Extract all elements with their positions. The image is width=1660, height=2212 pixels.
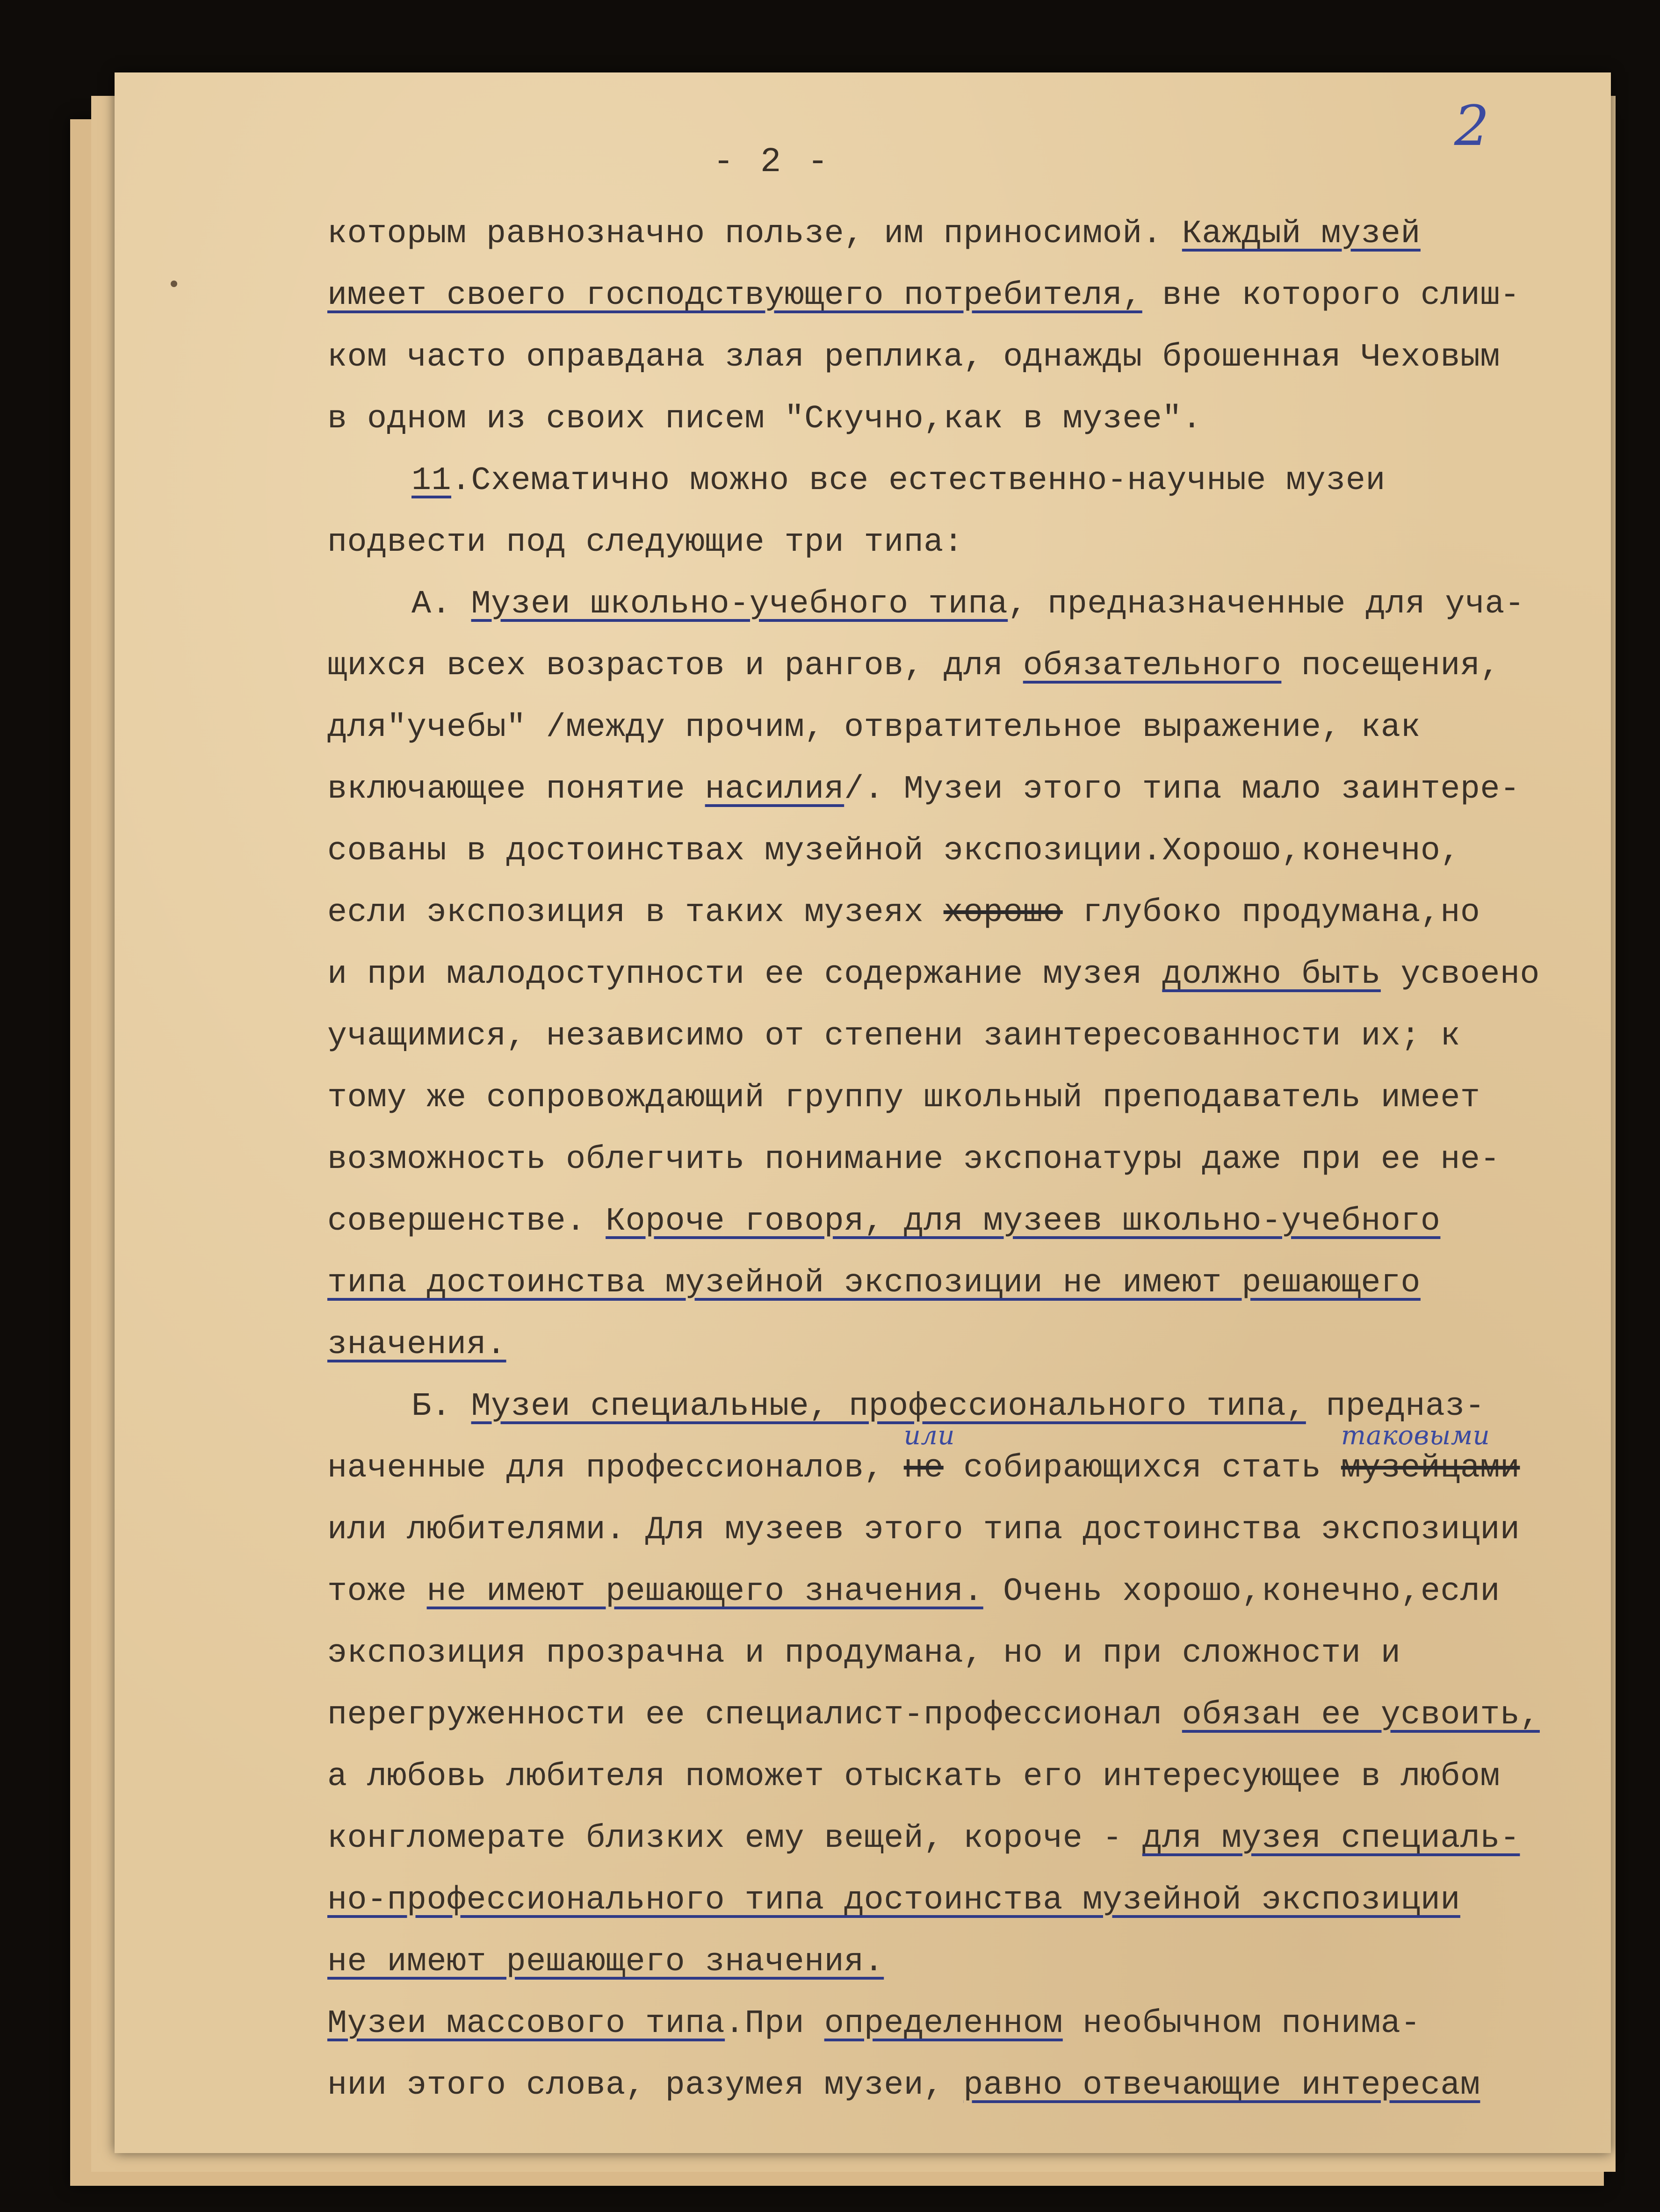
text-line: которым равнозначно пользе, им приносимой. Каждый музей: [327, 216, 1421, 252]
text-line: перегруженности ее специалист-профессионал обязан ее усвоить,: [327, 1697, 1540, 1734]
text-line: экспозиция прозрачна и продумана, но и при сложности и: [327, 1635, 1401, 1672]
struck-word: не: [903, 1450, 944, 1487]
underlined-phrase: имеет своего господствующего потребителя,: [327, 277, 1142, 314]
text-line: А. Музеи школьно-учебного типа, предназначенные для уча-: [411, 586, 1525, 623]
underlined-phrase: типа достоинства музейной экспозиции не имеют решающего: [327, 1265, 1421, 1302]
text-line: сованы в достоинствах музейной экспозиции.Хорошо,конечно,: [327, 833, 1460, 870]
struck-word: хорошо: [943, 894, 1063, 931]
text-line: наченные для профессионалов, или не собирающихся стать таковыми музейцами: [327, 1438, 1524, 1499]
underlined-phrase: Музеи массового типа: [327, 2005, 725, 2042]
underlined-phrase: Музеи школьно-учебного типа: [471, 586, 1008, 623]
text-line: Б. Музеи специальные, профессионального типа, предназ-: [411, 1388, 1485, 1425]
underlined-phrase: определенном: [824, 2005, 1063, 2042]
text-line: имеет своего господствующего потребителя, вне которого слиш-: [327, 277, 1520, 314]
text-line: [327, 1931, 1524, 1993]
underlined-phrase: не имеют решающего значения.: [327, 1944, 884, 1981]
text-line: тому же сопровождающий группу школьный преподаватель имеет: [327, 1080, 1480, 1117]
underlined-phrase: равно отвечающие интересам: [963, 2067, 1480, 2104]
text-line: Музеи массового типа.При определенном необычном понима-: [327, 2005, 1421, 2042]
text-line: тоже не имеют решающего значения. Очень хорошо,конечно,если: [327, 1573, 1500, 1610]
handwritten-insertion: или: [903, 1420, 955, 1451]
document-body: [327, 203, 1540, 2117]
underlined-phrase: должно быть: [1162, 956, 1381, 993]
text-line: [327, 1314, 1524, 1376]
underlined-phrase: значения.: [327, 1326, 506, 1363]
underlined-phrase: не имеют решающего значения.: [426, 1573, 983, 1610]
underlined-phrase: насилия: [705, 771, 844, 808]
text-line: а любовь любителя поможет отыскать его интересующее в любом: [327, 1758, 1500, 1795]
handwritten-correction: [1341, 1420, 1520, 1499]
underlined-phrase: Каждый музей: [1182, 216, 1421, 252]
text-line: для"учебы" /между прочим, отвратительное выражение, как: [327, 709, 1421, 746]
section-number: 11: [411, 462, 452, 499]
text-line: и при малодоступности ее содержание музея должно быть усвоено: [327, 956, 1540, 993]
struck-word: музейцами: [1341, 1450, 1520, 1487]
text-line: включающее понятие насилия/. Музеи этого типа мало заинтере-: [327, 771, 1520, 808]
handwritten-correction: [903, 1420, 955, 1499]
text-line: [327, 1870, 1524, 1931]
page-number: - 2 -: [713, 143, 831, 182]
text-line: в одном из своих писем "Скучно,как в музее".: [327, 401, 1202, 438]
pin-hole: [171, 281, 177, 287]
text-line: если экспозиция в таких музеях хорошо глубоко продумана,но: [327, 894, 1480, 931]
text-line: учащимися, независимо от степени заинтересованности их; к: [327, 1018, 1460, 1055]
text-line: [327, 1253, 1524, 1314]
underlined-phrase: Короче говоря, для музеев школьно-учебного: [606, 1203, 1441, 1240]
underlined-phrase: но-профессионального типа достоинства музейной экспозиции: [327, 1882, 1460, 1919]
typewritten-page: [115, 72, 1611, 2153]
text-line: подвести под следующие три типа:: [327, 524, 964, 561]
underlined-phrase: Музеи специальные, профессионального типа,: [471, 1388, 1306, 1425]
text-line: или любителями. Для музеев этого типа достоинства экспозиции: [327, 1512, 1520, 1549]
text-line: конгломерате близких ему вещей, короче - для музея специаль-: [327, 1820, 1520, 1857]
underlined-phrase: для музея специаль-: [1142, 1820, 1520, 1857]
text-line: возможность облегчить понимание экспонатуры даже при ее не-: [327, 1141, 1500, 1178]
text-line: 11.Схематично можно все естественно-научные музеи: [411, 462, 1386, 499]
text-line: ком часто оправдана злая реплика, однажды брошенная Чеховым: [327, 339, 1500, 376]
handwritten-insertion: таковыми: [1341, 1420, 1490, 1451]
underlined-phrase: обязан ее усвоить,: [1182, 1697, 1540, 1734]
text-line: нии этого слова, разумея музеи, равно отвечающие интересам: [327, 2067, 1480, 2104]
underlined-phrase: обязательного: [1023, 648, 1282, 684]
handwritten-folio-number: 2: [1454, 94, 1489, 158]
text-line: щихся всех возрастов и рангов, для обязательного посещения,: [327, 648, 1500, 684]
text-line: совершенстве. Короче говоря, для музеев школьно-учебного: [327, 1203, 1441, 1240]
